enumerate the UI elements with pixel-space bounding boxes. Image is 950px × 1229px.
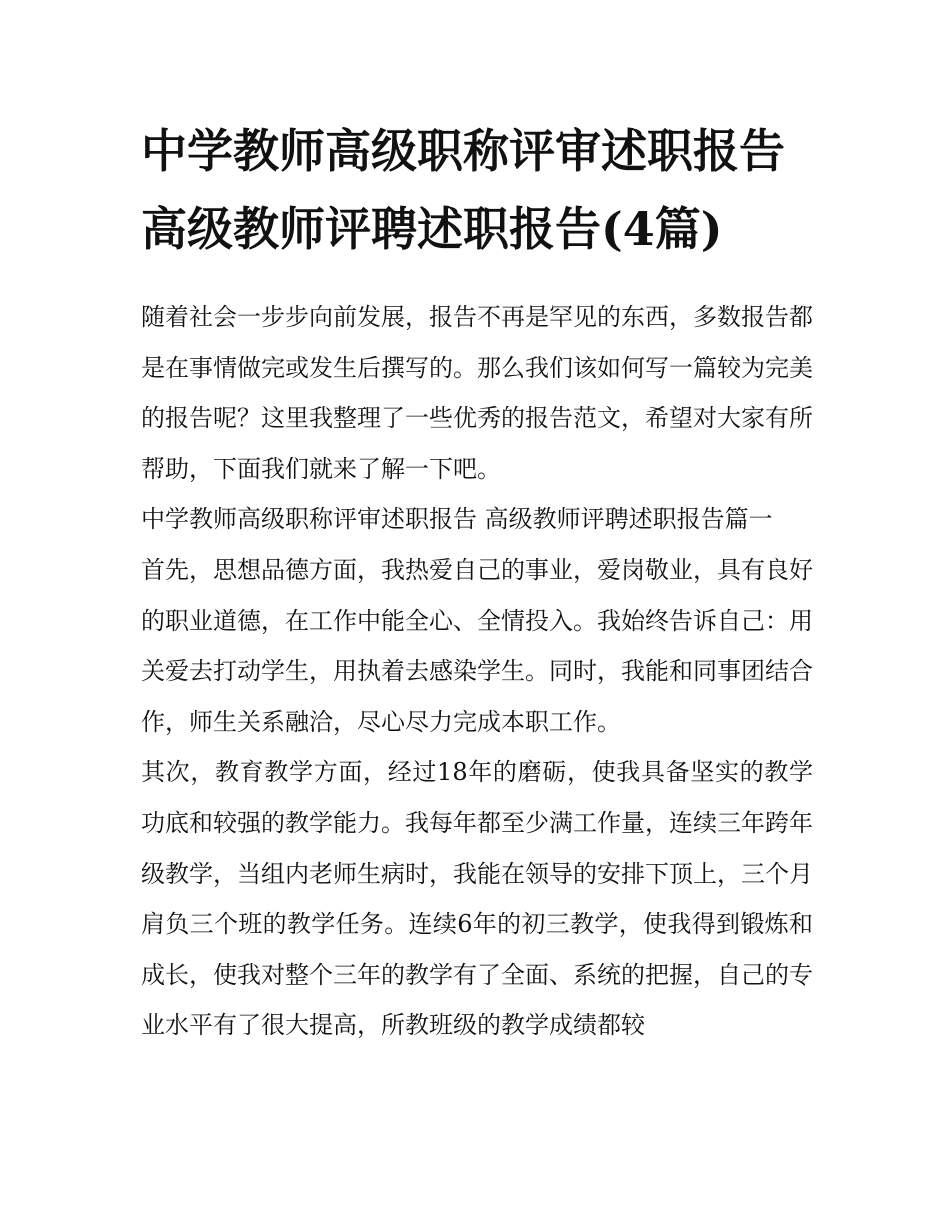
body-paragraph-1: 首先，思想品德方面，我热爱自己的事业，爱岗敬业，具有良好的职业道德，在工作中能全心、全情投入。我始终告诉自己：用关爱去打动学生，用执着去感染学生。同时，我能和同事团结合作，师生关系融洽，尽心尽力完成本职工作。 [141, 555, 813, 736]
document-body [141, 292, 813, 1051]
document-title: 中学教师高级职称评审述职报告 高级教师评聘述职报告(4篇) [141, 124, 785, 256]
intro-paragraph: 随着社会一步步向前发展，报告不再是罕见的东西，多数报告都是在事情做完或发生后撰写的。那么我们该如何写一篇较为完美的报告呢？这里我整理了一些优秀的报告范文，希望对大家有所帮助，下面我们就来了解一下吧。 [141, 303, 813, 483]
body-paragraph-2: 其次，教育教学方面，经过18年的磨砺，使我具备坚实的教学功底和较强的教学能力。我每年都至少满工作量，连续三年跨年级教学，当组内老师生病时，我能在领导的安排下顶上，三个月肩负三个班的教学任务。连续6年的初三教学，使我得到锻炼和成长，使我对整个三年的教学有了全面、系统的把握，自己的专业水平有了很大提高，所教班级的教学成绩都较 [141, 758, 813, 1040]
document-content [141, 112, 813, 1051]
section-heading: 中学教师高级职称评审述职报告 高级教师评聘述职报告篇一 [141, 505, 773, 534]
